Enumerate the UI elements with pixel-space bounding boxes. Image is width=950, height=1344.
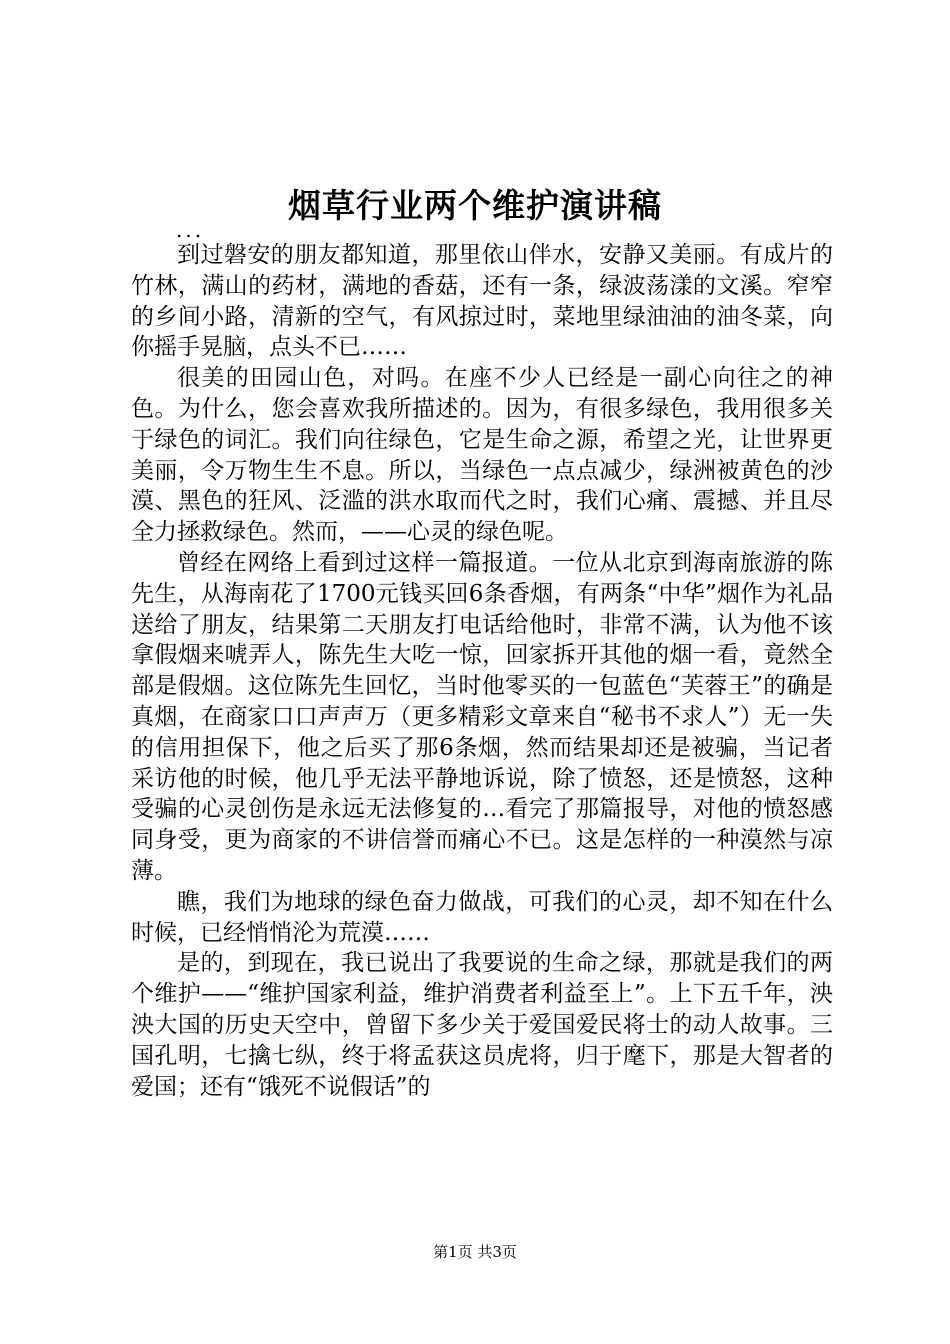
paragraph: 很美的田园山色，对吗。在座不少人已经是一副心向往之的神色。为什么，您会喜欢我所描述的。因为，有很多绿色，我用很多关于绿色的词汇。我们向往绿色，它是生命之源，希望之光，让世界更美丽，令万物生生不息。所以，当绿色一点点减少，绿洲被黄色的沙漠、黑色的狂风、泛滥的洪水取而代之时，我们心痛、震撼、并且尽全力拯救绿色。然而，——心灵的绿色呢。 [131, 365, 833, 546]
paragraph: 瞧，我们为地球的绿色奋力做战，可我们的心灵，却不知在什么时候，已经悄悄沦为荒漠…… [131, 888, 833, 946]
document-title: 烟草行业两个维护演讲稿 [288, 186, 662, 225]
document-body [131, 240, 833, 1102]
paragraph: 是的，到现在，我已说出了我要说的生命之绿，那就是我们的两个维护——“维护国家利益，维护消费者利益至上”。上下五千年，泱泱大国的历史天空中，曾留下多少关于爱国爱民将士的动人故事。三国孔明，七擒七纵，终于将孟获这员虎将，归于麾下，那是大智者的爱国；还有“饿死不说假话”的 [131, 950, 833, 1100]
paragraph: 曾经在网络上看到过这样一篇报道。一位从北京到海南旅游的陈先生，从海南花了1700元钱买回6条香烟，有两条“中华”烟作为礼品送给了朋友，结果第二天朋友打电话给他时，非常不满，认为他不该拿假烟来唬弄人，陈先生大吃一惊，回家拆开其他的烟一看，竟然全部是假烟。这位陈先生回忆，当时他零买的一包蓝色“芙蓉王”的确是真烟，在商家口口声声万（更多精彩文章来自“秘书不求人”）无一失的信用担保下，他之后买了那6条烟，然而结果却还是被骗，当记者采访他的时候，他几乎无法平静地诉说，除了愤怒，还是愤怒，这种受骗的心灵创伤是永远无法修复的…看完了那篇报导，对他的愤怒感同身受，更为商家的不讲信誉而痛心不已。这是怎样的一种漠然与凉薄。 [131, 549, 833, 884]
paragraph: 到过磐安的朋友都知道，那里依山伴水，安静又美丽。有成片的竹林，满山的药材，满地的香菇，还有一条，绿波荡漾的文溪。窄窄的乡间小路，清新的空气，有风掠过时，菜地里绿油油的油冬菜，向你摇手晃脑，点头不已…… [131, 242, 833, 361]
ellipsis-marker: ... [176, 218, 205, 242]
page-footer: 第1页 共3页 [433, 1243, 517, 1261]
